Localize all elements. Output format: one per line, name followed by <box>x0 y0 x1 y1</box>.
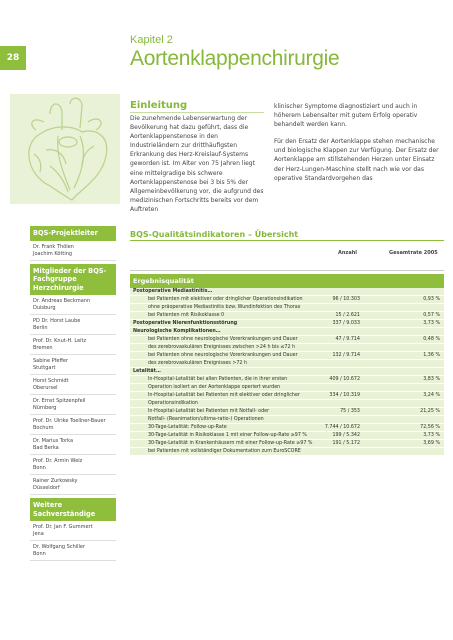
person-city: Oberursel <box>33 385 58 391</box>
person-name: Prof. Dr. Ulrike Toellner-Bauer <box>33 418 106 424</box>
row-rate: 3,83 % <box>423 377 440 382</box>
sidebar-person-entry <box>30 415 116 435</box>
table-row <box>130 368 444 376</box>
person-name: Dr. Marius Torka <box>33 438 74 444</box>
table-row <box>130 328 444 336</box>
row-label: des zerebrovaskulären Ereignisses >72 h <box>148 361 248 366</box>
table-row <box>130 432 444 440</box>
heart-illustration <box>10 94 120 204</box>
table-row <box>130 440 444 448</box>
row-label: Postoperative Nierenfunktionsstörung <box>133 321 238 326</box>
person-city: Düsseldorf <box>33 485 60 491</box>
person-city: Bonn <box>33 551 46 557</box>
person-city: Bochum <box>33 425 54 431</box>
person-name: Sabine Pfeffer <box>33 358 69 364</box>
row-rate: 1,36 % <box>423 353 440 358</box>
sidebar-person-entry <box>30 455 116 475</box>
column-header-gesamtrate: Gesamtrate 2005 <box>389 250 438 256</box>
row-label: 30-Tage-Letalität in Krankenhäusern mit einer Follow-up-Rate ≥97 % <box>148 441 313 446</box>
row-anzahl: 409 / 10.672 <box>329 377 360 382</box>
row-label: des zerebrovaskulären Ereignisses zwischen >24 h bis ≤72 h <box>148 345 296 350</box>
leader-entry <box>30 241 116 261</box>
row-label: In-Hospital-Letalität bei Patienten mit Notfall- oder <box>148 409 270 414</box>
row-anzahl: 191 / 5.172 <box>332 441 360 446</box>
table-row <box>130 312 444 320</box>
row-label: Operationsindikation <box>148 401 198 406</box>
sidebar-person-entry <box>30 335 116 355</box>
leader-name: Joachim Kötting <box>33 250 73 257</box>
leader-name: Dr. Frank Thölen <box>33 243 74 250</box>
indicators-rule <box>130 240 444 241</box>
table-row <box>130 344 444 352</box>
sidebar-heading-project-leads: BQS-Projektleiter <box>30 226 116 241</box>
person-name: Dr. Wolfgang Schiller <box>33 544 86 550</box>
sidebar-heading-members: Mitglieder der BQS-Fachgruppe Herzchirurgie <box>30 264 116 296</box>
person-city: Nürnberg <box>33 405 57 411</box>
row-anzahl: 47 / 9.714 <box>335 337 360 342</box>
row-rate: 3,73 % <box>423 321 440 326</box>
sidebar-heading-experts: Weitere Sachverständige <box>30 498 116 521</box>
table-row <box>130 304 444 312</box>
row-rate: 0,57 % <box>423 313 440 318</box>
row-anzahl: 96 / 10.303 <box>332 297 360 302</box>
table-row <box>130 288 444 296</box>
sidebar-person-entry <box>30 521 116 541</box>
table-row <box>130 448 444 456</box>
row-rate: 3,69 % <box>423 441 440 446</box>
indicators-title: BQS-Qualitätsindikatoren – Übersicht <box>130 230 299 239</box>
page-title: Aortenklappenchirurgie <box>130 47 340 70</box>
table-row <box>130 296 444 304</box>
table-header <box>130 246 444 271</box>
heart-anatomy-illustration-icon <box>10 94 120 204</box>
row-rate: 21,25 % <box>420 409 440 414</box>
table-row <box>130 336 444 344</box>
indicator-rows <box>130 288 444 456</box>
row-label: bei Patienten mit elektiver oder dringlicher Operationsindikation <box>148 297 303 302</box>
intro-paragraph-left: Die zunehmende Lebenserwartung der Bevölkerung hat dazu geführt, dass die Aortenklappenstenose in den Industrieländern zur dritthäufigsten Erkrankung des Herz-Kreislauf-Systems geworden ist. Im Alter von 75 Jahren liegt eine mittelgradige bis schwere Aortenklappenstenose bei 3 bis 5% der Allgemeinbevölkerung vor, die aufgrund des medizinischen Fortschritts bereits vor dem Auftreten <box>130 115 264 213</box>
row-label: In-Hospital-Letalität bei allen Patienten, die in ihrer ersten <box>148 377 288 382</box>
indicators-table <box>130 246 444 456</box>
row-anzahl: 334 / 10.319 <box>329 393 360 398</box>
row-anzahl: 132 / 9.714 <box>332 353 360 358</box>
person-city: Berlin <box>33 325 48 331</box>
person-city: Duisburg <box>33 305 56 311</box>
sidebar-person-entry <box>30 295 116 315</box>
row-label: 30-Tage-Letalität in Risikoklasse 1 mit einer Follow-up-Rate ≥97 % <box>148 433 307 438</box>
row-label: Postoperative Mediastinitis… <box>133 289 213 294</box>
sidebar-person-entry <box>30 355 116 375</box>
intro-paragraph-right-1: klinischer Symptome diagnostiziert und auch in höherem Lebensalter mit gutem Erfolg operativ behandelt werden kann. <box>274 103 418 129</box>
person-name: Prof. Dr. Jan F. Gummert <box>33 524 93 530</box>
sidebar-person-entry <box>30 375 116 395</box>
table-row <box>130 352 444 360</box>
person-name: Horst Schmidt <box>33 378 69 384</box>
row-label: bei Patienten mit vollständiger Dokumentation zum EuroSCORE <box>148 449 301 454</box>
row-anzahl: 75 / 353 <box>340 409 360 414</box>
row-label: Letalität… <box>133 369 161 374</box>
sidebar-person-entry <box>30 395 116 415</box>
person-city: Jena <box>33 531 44 537</box>
section-heading-ergebnisqualitaet: Ergebnisqualität <box>130 274 444 288</box>
row-rate: 3,24 % <box>423 393 440 398</box>
person-city: Bonn <box>33 465 46 471</box>
person-name: Prof. Dr. Armin Welz <box>33 458 83 464</box>
page-number: 28 <box>0 46 26 70</box>
sidebar <box>30 226 116 561</box>
table-row <box>130 408 444 416</box>
row-rate: 0,93 % <box>423 297 440 302</box>
person-name: PD Dr. Horst Laube <box>33 318 81 324</box>
intro-heading: Einleitung <box>130 100 264 113</box>
row-anzahl: 7.744 / 10.672 <box>324 425 360 430</box>
row-label: bei Patienten mit Risikoklasse 0 <box>148 313 225 318</box>
row-label: In-Hospital-Letalität bei Patienten mit elektiver oder dringlicher <box>148 393 300 398</box>
row-label: ohne präoperative Mediastinitis bzw. Wundinfektion des Thorax <box>148 305 301 310</box>
row-rate: 0,48 % <box>423 337 440 342</box>
sidebar-person-entry <box>30 435 116 455</box>
table-row <box>130 384 444 392</box>
row-label: Operation isoliert an der Aortenklappe operiert wurden <box>148 385 281 390</box>
row-label: Neurologische Komplikationen… <box>133 329 221 334</box>
person-name: Dr. Ernst Spitzenpfeil <box>33 398 86 404</box>
person-city: Bad Berka <box>33 445 59 451</box>
intro-text-left <box>130 114 266 222</box>
person-city: Bremen <box>33 345 53 351</box>
sidebar-person-entry <box>30 475 116 495</box>
row-label: Notfall- (Reanimation/ultima-ratio-) Operationen <box>148 417 264 422</box>
table-row <box>130 360 444 368</box>
table-row <box>130 376 444 384</box>
intro-paragraph-right-2: Für den Ersatz der Aortenklappe stehen mechanische und biologische Klappen zur Verfügung. Der Ersatz der Aortenklappe am stillstehenden Herzen unter Einsatz der Herz-Lungen-Maschine stellt nach wie vor das operative Standardvorgehen das <box>274 138 439 182</box>
row-rate: 72,56 % <box>420 425 440 430</box>
person-name: Rainer Zurkowsky <box>33 478 78 484</box>
chapter-label: Kapitel 2 <box>130 34 173 46</box>
table-row <box>130 392 444 400</box>
table-row <box>130 400 444 408</box>
person-name: Prof. Dr. Knut-H. Leitz <box>33 338 87 344</box>
person-name: Dr. Andreas Beckmann <box>33 298 91 304</box>
row-label: 30-Tage-Letalität: Follow-up-Rate <box>148 425 227 430</box>
person-city: Stuttgart <box>33 365 56 371</box>
column-header-anzahl: Anzahl <box>338 250 357 256</box>
sidebar-person-entry <box>30 315 116 335</box>
row-anzahl: 199 / 5.342 <box>332 433 360 438</box>
row-label: bei Patienten ohne neurologische Vorerkrankungen und Dauer <box>148 337 298 342</box>
sidebar-person-entry <box>30 541 116 561</box>
table-row <box>130 424 444 432</box>
row-anzahl: 337 / 9.033 <box>332 321 360 326</box>
row-anzahl: 15 / 2.621 <box>335 313 360 318</box>
table-row <box>130 416 444 424</box>
intro-text-right <box>274 102 444 191</box>
row-rate: 3,73 % <box>423 433 440 438</box>
table-row <box>130 320 444 328</box>
row-label: bei Patienten ohne neurologische Vorerkrankungen und Dauer <box>148 353 298 358</box>
